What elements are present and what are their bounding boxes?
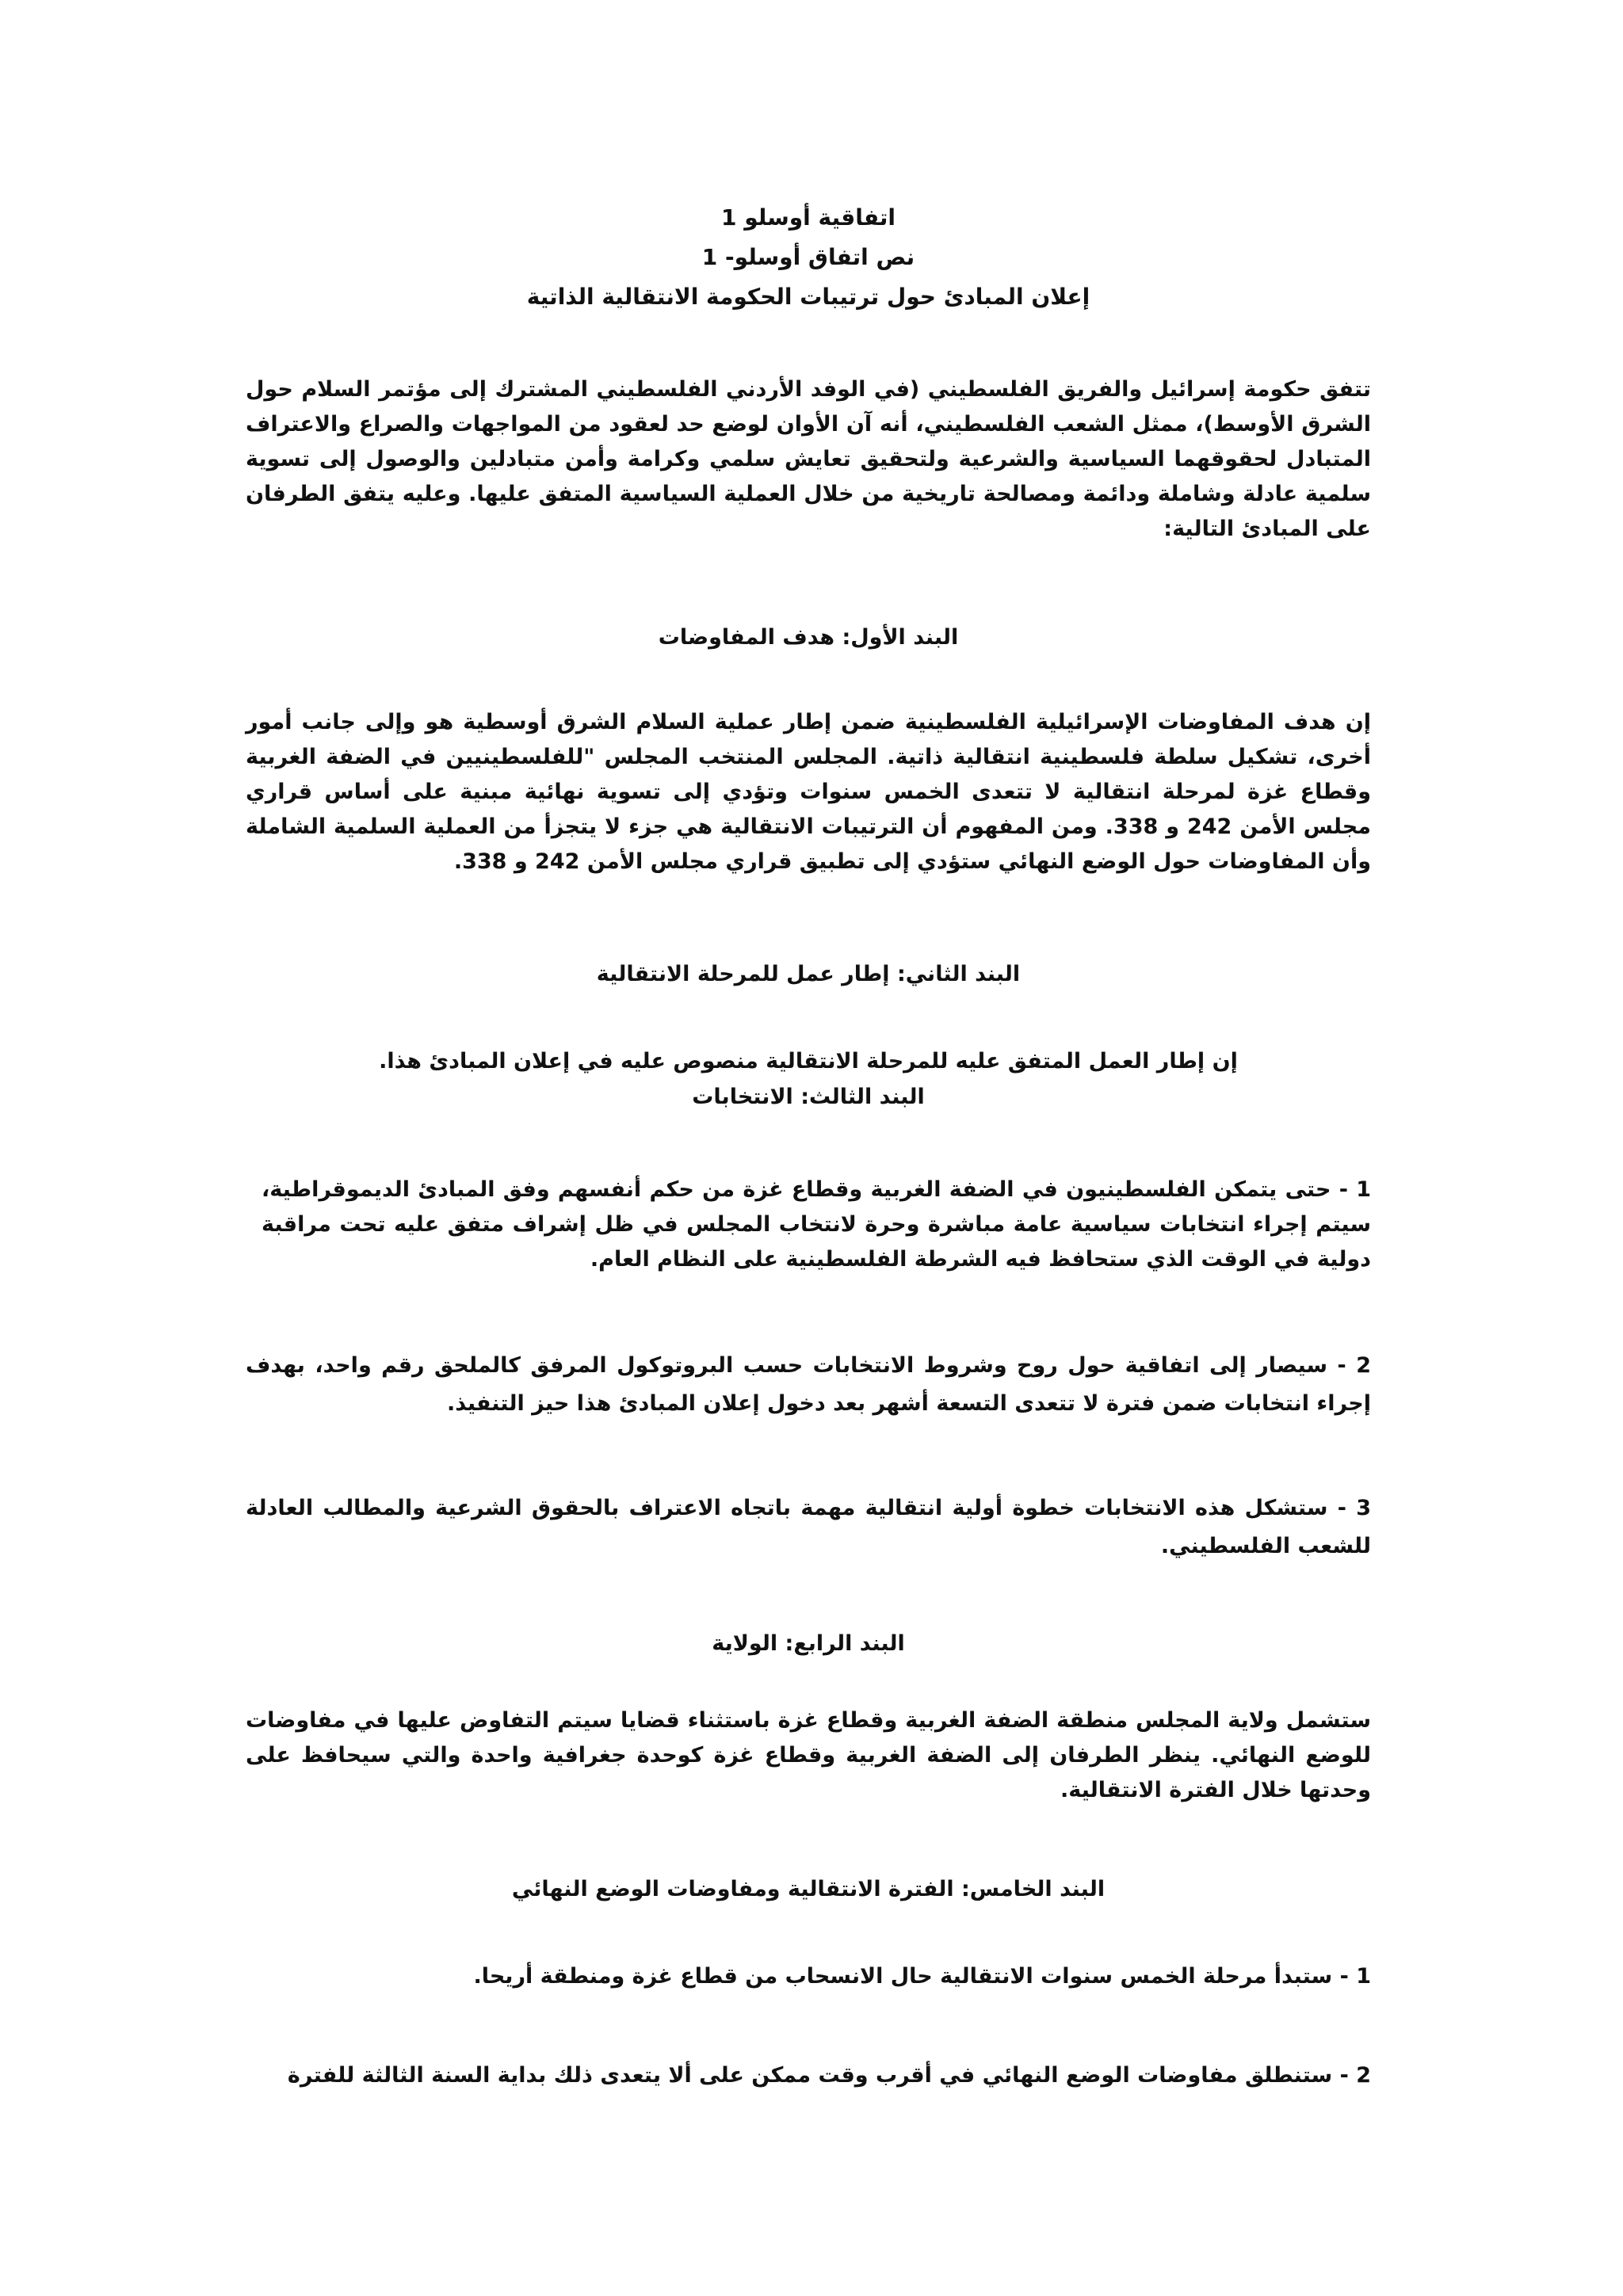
article-3-item-1: 1 - حتى يتمكن الفلسطينيون في الضفة الغربية وقطاع غزة من حكم أنفسهم وفق المبادئ الديموقراطية، سيتم إجراء انتخابات سياسية عامة مباشرة وحرة لانتخاب المجلس في ظل إشراف متفق عليه تحت مراقبة دولية في الوقت الذي ستحافظ فيه الشرطة الفلسطينية على النظام العام. (262, 1177, 1371, 1272)
article-1-heading: البند الأول: هدف المفاوضات (658, 625, 959, 650)
title-line-2: نص اتفاق أوسلو- 1 (701, 244, 915, 270)
article-5-heading: البند الخامس: الفترة الانتقالية ومفاوضات الوضع النهائي (511, 1877, 1106, 1901)
article-2-text: إن إطار العمل المتفق عليه للمرحلة الانتقالية منصوص عليه في إعلان المبادئ هذا. (379, 1049, 1238, 1074)
preamble-paragraph: تتفق حكومة إسرائيل والفريق الفلسطيني (في الوفد الأردني الفلسطيني المشترك إلى مؤتمر السلام حول الشرق الأوسط)، ممثل الشعب الفلسطيني، أنه آن الأوان لوضع حد لعقود من المواجهات والصراع والاعتراف المتبادل لحقوقهما السياسية والشرعية ولتحقيق تعايش سلمي وكرامة وأمن متبادلين والوصول إلى تسوية سلمية عادلة وشاملة ودائمة ومصالحة تاريخية من خلال العملية السياسية المتفق عليها. وعليه يتفق الطرفان على المبادئ التالية: (246, 377, 1371, 541)
title-block (238, 198, 1379, 317)
article-4-text: ستشمل ولاية المجلس منطقة الضفة الغربية وقطاع غزة باستثناء قضايا سيتم التفاوض عليها في مفاوضات للوضع النهائي. ينظر الطرفان إلى الضفة الغربية وقطاع غزة كوحدة جغرافية واحدة والتي سيحافظ على وحدتها خلال الفترة الانتقالية. (246, 1708, 1371, 1802)
article-3-heading: البند الثالث: الانتخابات (692, 1085, 925, 1109)
article-5-item-2: 2 - ستنطلق مفاوضات الوضع النهائي في أقرب وقت ممكن على ألا يتعدى ذلك بداية السنة الثالثة للفترة (287, 2063, 1371, 2088)
article-4-heading: البند الرابع: الولاية (712, 1631, 905, 1656)
article-1-text: إن هدف المفاوضات الإسرائيلية الفلسطينية ضمن إطار عملية السلام الشرق أوسطية هو وإلى جانب أمور أخرى، تشكيل سلطة فلسطينية انتقالية ذاتية. المجلس المنتخب المجلس "للفلسطينيين في الضفة الغربية وقطاع غزة لمرحلة انتقالية لا تتعدى الخمس سنوات وتؤدي إلى تسوية نهائية مبنية على أساس قراري مجلس الأمن 242 و 338. ومن المفهوم أن الترتيبات الانتقالية هي جزء لا يتجزأ من العملية السلمية الشاملة وأن المفاوضات حول الوضع النهائي ستؤدي إلى تطبيق قراري مجلس الأمن 242 و 338. (246, 710, 1371, 874)
title-line-1: اتفاقية أوسلو 1 (720, 204, 896, 231)
article-5-item-1: 1 - ستبدأ مرحلة الخمس سنوات الانتقالية حال الانسحاب من قطاع غزة ومنطقة أريحا. (473, 1964, 1371, 1989)
article-2-heading: البند الثاني: إطار عمل للمرحلة الانتقالية (596, 962, 1021, 986)
article-3-item-2: 2 - سيصار إلى اتفاقية حول روح وشروط الانتخابات حسب البروتوكول المرفق كالملحق رقم واحد، بهدف إجراء انتخابات ضمن فترة لا تتعدى التسعة أشهر بعد دخول إعلان المبادئ هذا حيز التنفيذ. (246, 1353, 1371, 1416)
article-3-item-3: 3 - ستشكل هذه الانتخابات خطوة أولية انتقالية مهمة باتجاه الاعتراف بالحقوق الشرعية والمطالب العادلة للشعب الفلسطيني. (246, 1496, 1371, 1558)
title-line-3: إعلان المبادئ حول ترتيبات الحكومة الانتقالية الذاتية (526, 284, 1090, 310)
